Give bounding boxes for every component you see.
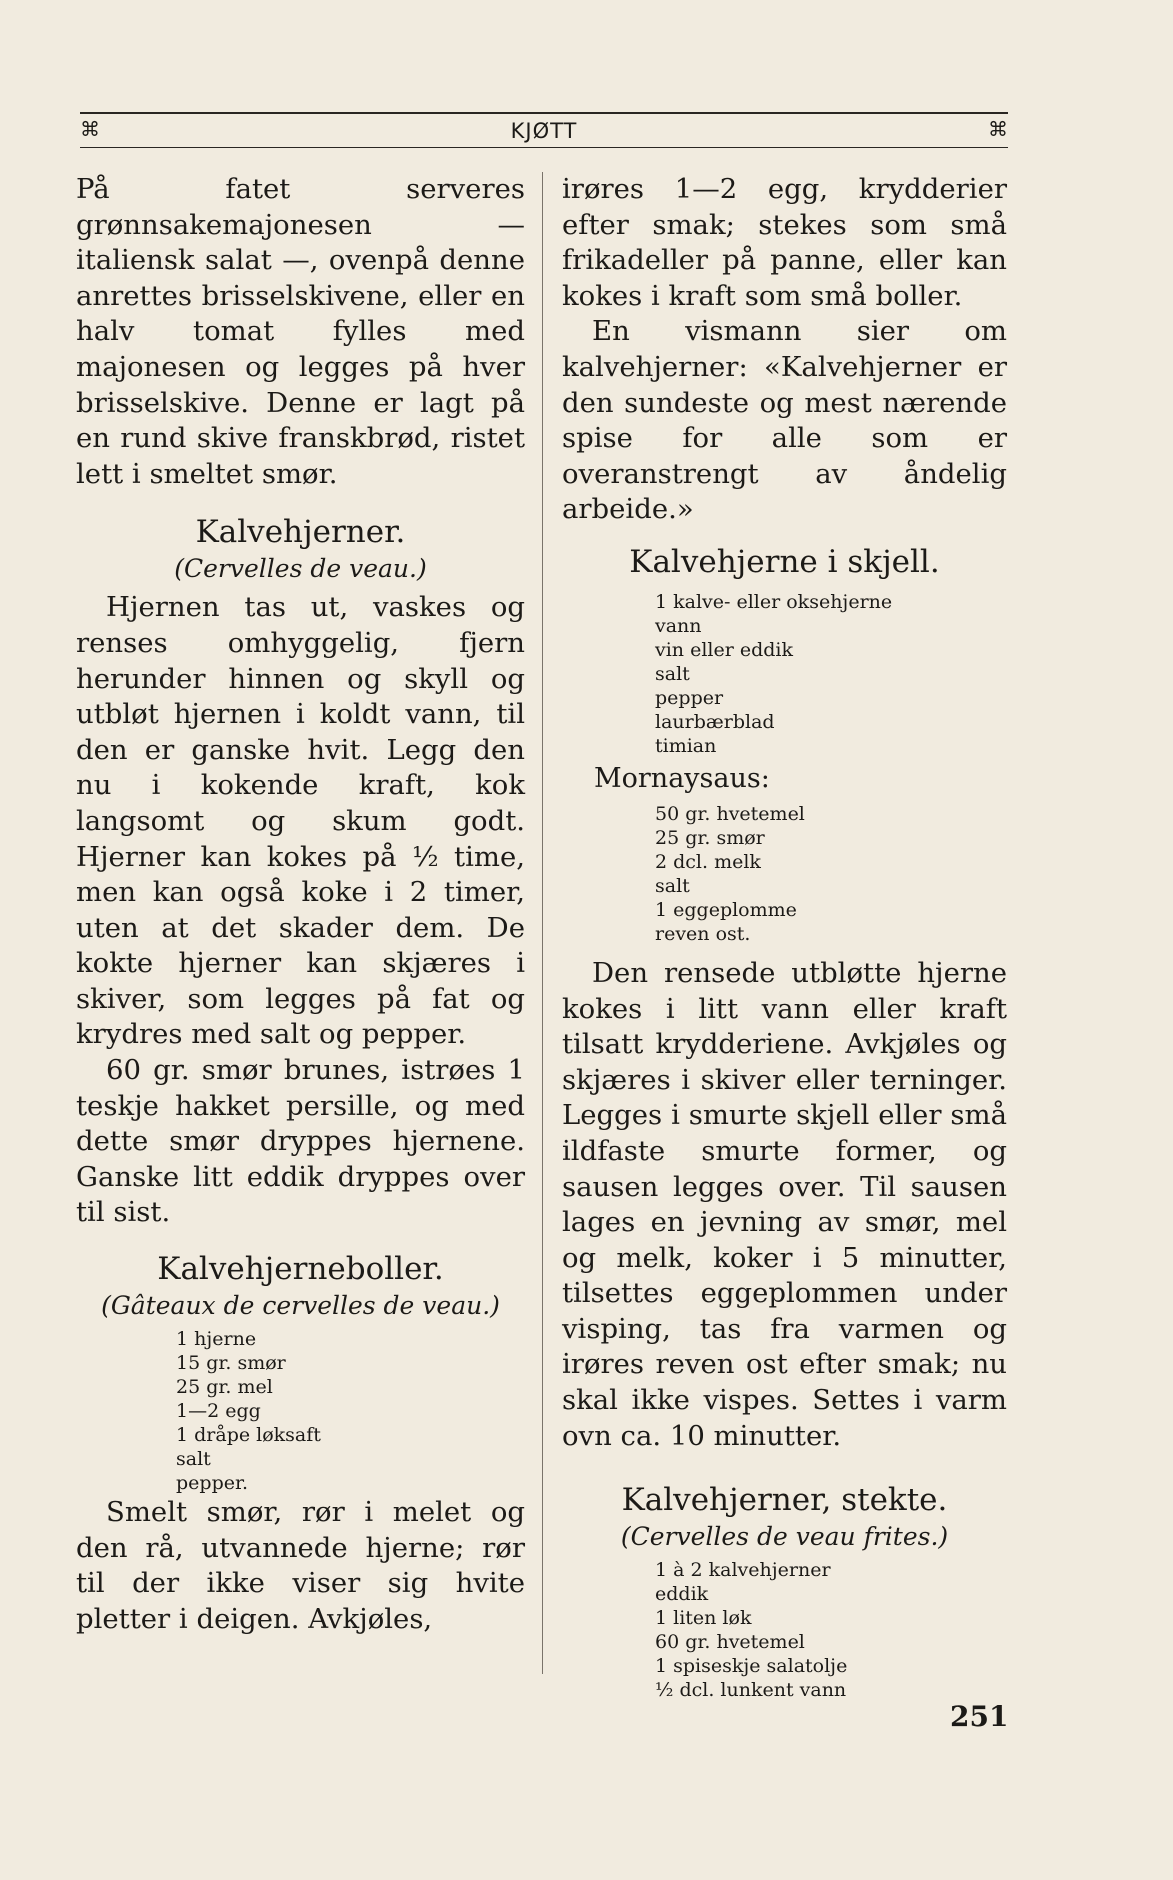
ingredient-item: 2 dcl. melk <box>655 850 761 873</box>
header-rule-bottom <box>80 147 1008 148</box>
ingredient-item: ½ dcl. lunkent vann <box>655 1679 847 1702</box>
ingredient-item: laurbærblad <box>655 710 775 733</box>
recipe-subtitle-kalvehjerneboller: (Gâteaux de cervelles de veau.) <box>101 1291 500 1321</box>
ingredient-item: vann <box>655 614 702 637</box>
ingredient-item: vin eller eddik <box>655 638 794 661</box>
ingredient-item: 1 liten løk <box>655 1607 752 1630</box>
header-ornament-left: ⌘ <box>80 117 100 141</box>
ingredient-item: 1 à 2 kalvehjerner <box>655 1559 831 1582</box>
recipe-title-kalvehjerner: Kalvehjerner. <box>195 514 406 551</box>
ingredient-list-stekte <box>562 1558 1007 1702</box>
right-column <box>562 172 1007 1702</box>
kalvehjerner-paragraph-1: Hjernen tas ut, vaskes og renses omhyggelig, fjern herunder hinnen og skyll og utbløt hjernen i koldt vann, til den er ganske hvit. Legg den nu i kokende kraft, kok langsomt og skum godt. Hjerner kan kokes på ½ time, men kan også koke i 2 timer, uten at det skader dem. De kokte hjerner kan skjæres i skiver, som legges på fat og krydres med salt og pepper. <box>76 591 525 1051</box>
page-number: 251 <box>950 1700 1009 1733</box>
ingredient-item: 1 kalve- eller oksehjerne <box>655 590 893 613</box>
ingredient-item: 25 gr. mel <box>176 1376 273 1399</box>
header-title: KJØTT <box>510 119 578 143</box>
ingredient-item: 15 gr. smør <box>176 1352 286 1375</box>
recipe-title-kalvehjerneboller: Kalvehjerneboller. <box>157 1251 444 1288</box>
intro-paragraph: På fatet serveres grønnsakemajonesen — italiensk salat —, ovenpå denne anrettes brisselskivene, eller en halv tomat fylles med majonesen og legges på hver brisselskive. Denne er lagt på en rund skive franskbrød, ristet lett i smeltet smør. <box>76 173 525 490</box>
ingredient-item: 1 eggeplomme <box>655 898 797 921</box>
ingredient-list-mornay <box>562 802 1007 946</box>
ingredient-item: salt <box>655 874 690 897</box>
ingredient-item: timian <box>655 734 717 757</box>
mornaysaus-heading: Mornaysaus: <box>594 762 770 794</box>
boller-paragraph: Smelt smør, rør i melet og den rå, utvannede hjerne; rør til der ikke viser sig hvite pletter i deigen. Avkjøles, <box>76 1496 525 1635</box>
recipe-subtitle-stekte: (Cervelles de veau frites.) <box>620 1522 949 1552</box>
ingredient-item: salt <box>655 662 690 685</box>
left-column <box>76 172 525 1637</box>
header-rule-top <box>80 112 1008 114</box>
header-ornament-right: ⌘ <box>988 117 1008 141</box>
ingredient-item: reven ost. <box>655 922 751 945</box>
ingredient-item: 1—2 egg <box>176 1400 261 1423</box>
ingredient-item: 25 gr. smør <box>655 826 765 849</box>
ingredient-item: 60 gr. hvetemel <box>655 1631 805 1654</box>
vismann-paragraph: En vismann sier om kalvehjerner: «Kalvehjerner er den sundeste og mest nærende spise for alle som er overanstrengt av åndelig arbeide.» <box>562 315 1007 526</box>
ingredient-item: pepper. <box>176 1472 249 1495</box>
ingredient-item: 50 gr. hvetemel <box>655 802 805 825</box>
ingredient-list-skjell <box>562 590 1007 758</box>
recipe-title-stekte: Kalvehjerner, stekte. <box>621 1482 948 1519</box>
recipe-subtitle-kalvehjerner: (Cervelles de veau.) <box>174 554 427 584</box>
ingredient-item: 1 spiseskje salatolje <box>655 1655 848 1678</box>
running-header <box>80 112 1008 148</box>
ingredient-item: salt <box>176 1448 211 1471</box>
kalvehjerner-paragraph-2: 60 gr. smør brunes, istrøes 1 teskje hakket persille, og med dette smør dryppes hjernene. Ganske litt eddik dryppes over til sist. <box>76 1054 525 1229</box>
ingredient-item: eddik <box>655 1583 709 1606</box>
ingredient-list-boller <box>76 1327 525 1495</box>
recipe-title-skjell: Kalvehjerne i skjell. <box>629 543 940 580</box>
skjell-paragraph: Den rensede utbløtte hjerne kokes i litt vann eller kraft tilsatt krydderiene. Avkjøles og skjæres i skiver eller terninger. Legges i smurte skjell eller små ildfaste smurte former, og sausen legges over. Til sausen lages en jevning av smør, mel og melk, koker i 5 minutter, tilsettes eggeplommen under visping, tas fra varmen og irøres reven ost efter smak; nu skal ikke vispes. Settes i varm ovn ca. 10 minutter. <box>562 956 1007 1452</box>
ingredient-item: 1 hjerne <box>176 1328 257 1351</box>
continued-paragraph: irøres 1—2 egg, krydderier efter smak; stekes som små frikadeller på panne, eller kan kokes i kraft som små boller. <box>562 173 1007 312</box>
ingredient-item: 1 dråpe løksaft <box>176 1424 321 1447</box>
ingredient-item: pepper <box>655 686 724 709</box>
column-divider <box>542 172 543 1674</box>
